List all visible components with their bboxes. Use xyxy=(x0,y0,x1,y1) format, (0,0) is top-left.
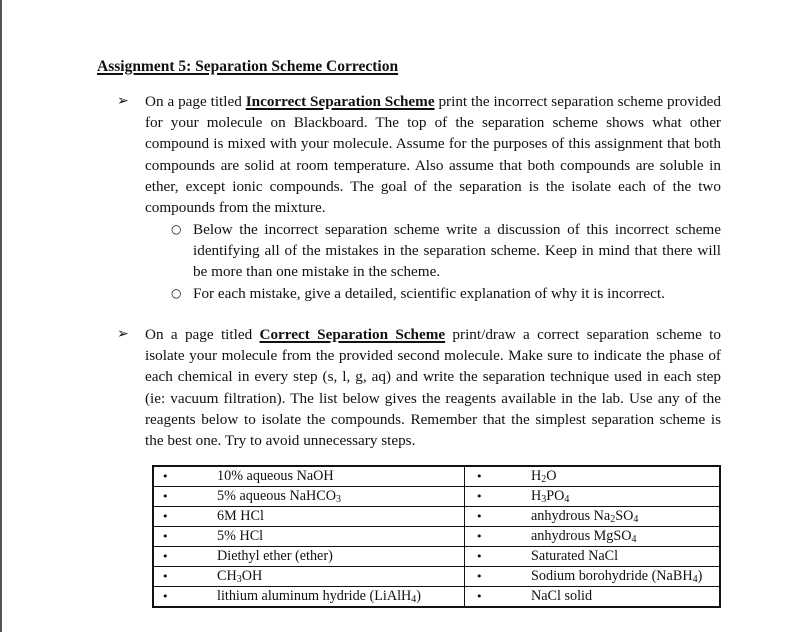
reagent-right: $H_3PO_4$ xyxy=(531,487,720,507)
reagent-right: Sodium borohydride (NaBH$_4$) xyxy=(531,567,720,587)
incorrect-scheme-heading: Incorrect Separation Scheme xyxy=(245,93,435,110)
subscript: 2 xyxy=(541,474,547,485)
reagent-right: anhydrous $Na_2SO_4$ xyxy=(531,507,720,527)
page-left-edge xyxy=(0,0,2,632)
bullet-icon: • xyxy=(153,466,217,487)
bullet-icon: • xyxy=(153,527,217,547)
section-body: print the incorrect separation scheme provided for your molecule on Blackboard. The top of the separation scheme shows what other compound is mixed with your molecule. Assume for the purposes of this assignment that both compounds are solid at room temperature. Also assume that both compounds are soluble in ether, except ionic compounds. The goal of the separation is the isolate each of the two compounds from the mixture. xyxy=(145,93,722,217)
reagent-left: 10% aqueous NaOH xyxy=(217,466,465,487)
bullet-icon: • xyxy=(153,587,217,608)
subscript: 2 xyxy=(610,514,616,525)
section-prefix: On a page titled xyxy=(145,326,260,343)
arrow-bullet-icon: ➢ xyxy=(117,93,129,109)
section-incorrect-scheme xyxy=(117,91,722,218)
reagent-row xyxy=(153,527,720,547)
assignment-title: Assignment 5: Separation Scheme Correction xyxy=(97,58,399,75)
bullet-icon: • xyxy=(465,587,532,608)
bullet-icon: • xyxy=(465,547,532,567)
reagent-row xyxy=(153,507,720,527)
reagents-table xyxy=(152,465,721,608)
section-correct-scheme xyxy=(117,324,721,451)
subscript: 3 xyxy=(236,574,242,585)
circle-bullet-icon: ○ xyxy=(171,286,182,300)
bullet-icon: • xyxy=(153,487,217,507)
subscript: 3 xyxy=(336,494,341,505)
reagent-right: $H_2O$ xyxy=(531,466,720,487)
correct-scheme-heading: Correct Separation Scheme xyxy=(259,326,446,343)
reagent-row xyxy=(153,547,720,567)
reagent-right: anhydrous MgSO$_4$ xyxy=(531,527,720,547)
reagent-left: 5% HCl xyxy=(217,527,465,547)
reagent-right: NaCl solid xyxy=(531,587,720,608)
reagent-left: $CH_3OH$ xyxy=(217,567,465,587)
reagent-right: Saturated NaCl xyxy=(531,547,720,567)
bullet-icon: • xyxy=(465,466,532,487)
bullet-icon: • xyxy=(465,527,532,547)
reagent-row xyxy=(153,466,720,487)
reagent-row xyxy=(153,587,720,608)
bullet-icon: • xyxy=(153,547,217,567)
section-body: print/draw a correct separation scheme to isolate your molecule from the provided second molecule. Make sure to indicate the phase of each chemical in every step (s, l, g, aq) and write the separation technique used in each step (ie: vacuum filtration). The list below gives the reagents available in the lab. Use any of the reagents below to isolate the compounds. Remember that the simplest separation scheme is the best one. Try to avoid unnecessary steps. xyxy=(145,326,721,450)
reagent-left: 6M HCl xyxy=(217,507,465,527)
section-prefix: On a page titled xyxy=(145,93,246,110)
subscript: 4 xyxy=(564,494,570,505)
reagent-row xyxy=(153,487,720,507)
subscript: 4 xyxy=(631,534,637,545)
bullet-icon: • xyxy=(153,567,217,587)
subscript: 3 xyxy=(541,494,547,505)
reagents-table-body xyxy=(153,466,720,607)
sub-item-explanation xyxy=(171,283,721,304)
subscript: 4 xyxy=(633,514,639,525)
circle-bullet-icon: ○ xyxy=(171,222,182,236)
subscript: 4 xyxy=(411,594,417,605)
bullet-icon: • xyxy=(153,507,217,527)
arrow-bullet-icon: ➢ xyxy=(117,326,129,342)
reagent-left: Diethyl ether (ether) xyxy=(217,547,465,567)
subscript: 4 xyxy=(692,574,698,585)
reagent-left: 5% aqueous NaHCO$_3$ xyxy=(217,487,465,507)
sub-item-text: For each mistake, give a detailed, scientific explanation of why it is incorrect. xyxy=(193,285,665,302)
sub-item-discussion xyxy=(171,219,721,283)
bullet-icon: • xyxy=(465,487,532,507)
sub-item-text: Below the incorrect separation scheme write a discussion of this incorrect scheme identifying all of the mistakes in the separation scheme. Keep in mind that there will be more than one mistake in the scheme. xyxy=(193,221,721,281)
bullet-icon: • xyxy=(465,567,532,587)
reagent-left: lithium aluminum hydride (LiAlH$_4$) xyxy=(217,587,465,608)
reagent-row xyxy=(153,567,720,587)
bullet-icon: • xyxy=(465,507,532,527)
